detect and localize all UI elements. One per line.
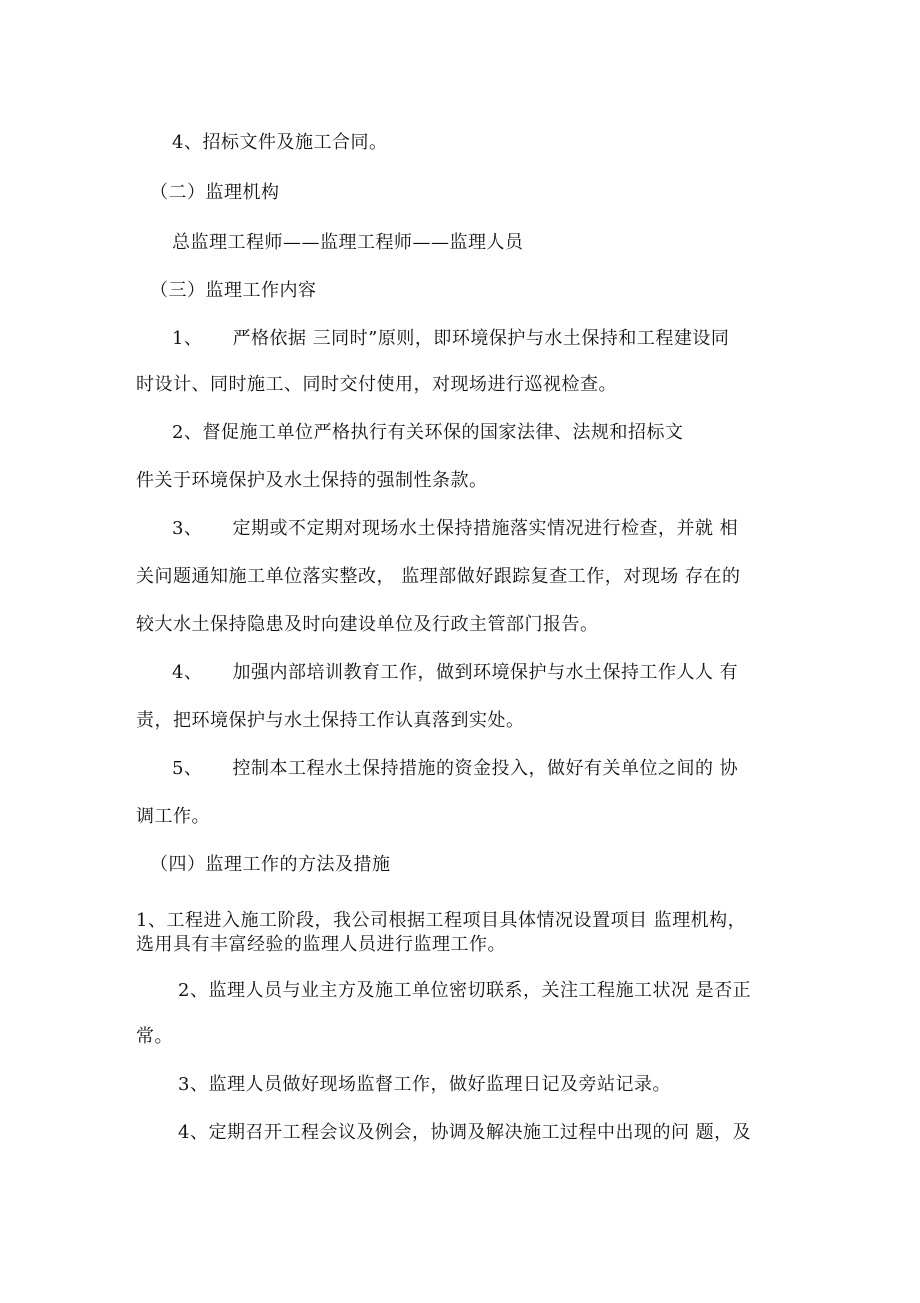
work-item-1-number: 1、 bbox=[172, 328, 203, 349]
method-item-1-line-1: 1、工程进入施工阶段，我公司根据工程项目具体情况设置项目 监理机构， bbox=[136, 910, 747, 931]
work-item-3-number: 3、 bbox=[172, 518, 203, 539]
section-heading-methods-measures: （四）监理工作的方法及措施 bbox=[150, 854, 391, 875]
method-item-1-line-2: 选用具有丰富经验的监理人员进行监理工作。 bbox=[136, 934, 506, 955]
work-item-4-number: 4、 bbox=[172, 662, 203, 683]
work-item-1-line-1 bbox=[172, 327, 729, 351]
work-item-3-line-1 bbox=[172, 517, 738, 541]
work-item-5-line-2: 调工作。 bbox=[136, 806, 210, 827]
section-heading-supervision-organization: （二）监理机构 bbox=[150, 182, 280, 203]
work-item-3-line-2: 关问题通知施工单位落实整改， 监理部做好跟踪复查工作，对现场 存在的 bbox=[136, 566, 741, 587]
method-item-3-line-1: 3、监理人员做好现场监督工作，做好监理日记及旁站记录。 bbox=[178, 1074, 671, 1095]
work-item-4-line-1 bbox=[172, 661, 738, 685]
organization-chain: 总监理工程师——监理工程师——监理人员 bbox=[172, 232, 524, 253]
work-item-1-text: 严格依据 三同时”原则，即环境保护与水土保持和工程建设同 bbox=[232, 328, 730, 349]
work-item-3-line-3: 较大水土保持隐患及时向建设单位及行政主管部门报告。 bbox=[136, 614, 599, 635]
work-item-2-line-1: 2、督促施工单位严格执行有关环保的国家法律、法规和招标文 bbox=[172, 422, 684, 443]
basis-item-4: 4、招标文件及施工合同。 bbox=[172, 132, 388, 153]
work-item-5-line-1 bbox=[172, 757, 738, 781]
section-heading-work-content: （三）监理工作内容 bbox=[150, 280, 317, 301]
work-item-4-line-2: 责，把环境保护与水土保持工作认真落到实处。 bbox=[136, 710, 525, 731]
method-item-2-line-1: 2、监理人员与业主方及施工单位密切联系，关注工程施工状况 是否正 bbox=[178, 980, 752, 1001]
work-item-1-line-2: 时设计、同时施工、同时交付使用，对现场进行巡视检查。 bbox=[136, 374, 617, 395]
work-item-5-number: 5、 bbox=[172, 758, 203, 779]
method-item-2-line-2: 常。 bbox=[136, 1026, 173, 1047]
work-item-5-text: 控制本工程水土保持措施的资金投入，做好有关单位之间的 协 bbox=[232, 758, 739, 779]
work-item-2-line-2: 件关于环境保护及水土保持的强制性条款。 bbox=[136, 470, 488, 491]
method-item-4-line-1: 4、定期召开工程会议及例会，协调及解决施工过程中出现的问 题，及 bbox=[178, 1122, 752, 1143]
work-item-3-text: 定期或不定期对现场水土保持措施落实情况进行检查，并就 相 bbox=[232, 518, 739, 539]
work-item-4-text: 加强内部培训教育工作，做到环境保护与水土保持工作人人 有 bbox=[232, 662, 739, 683]
